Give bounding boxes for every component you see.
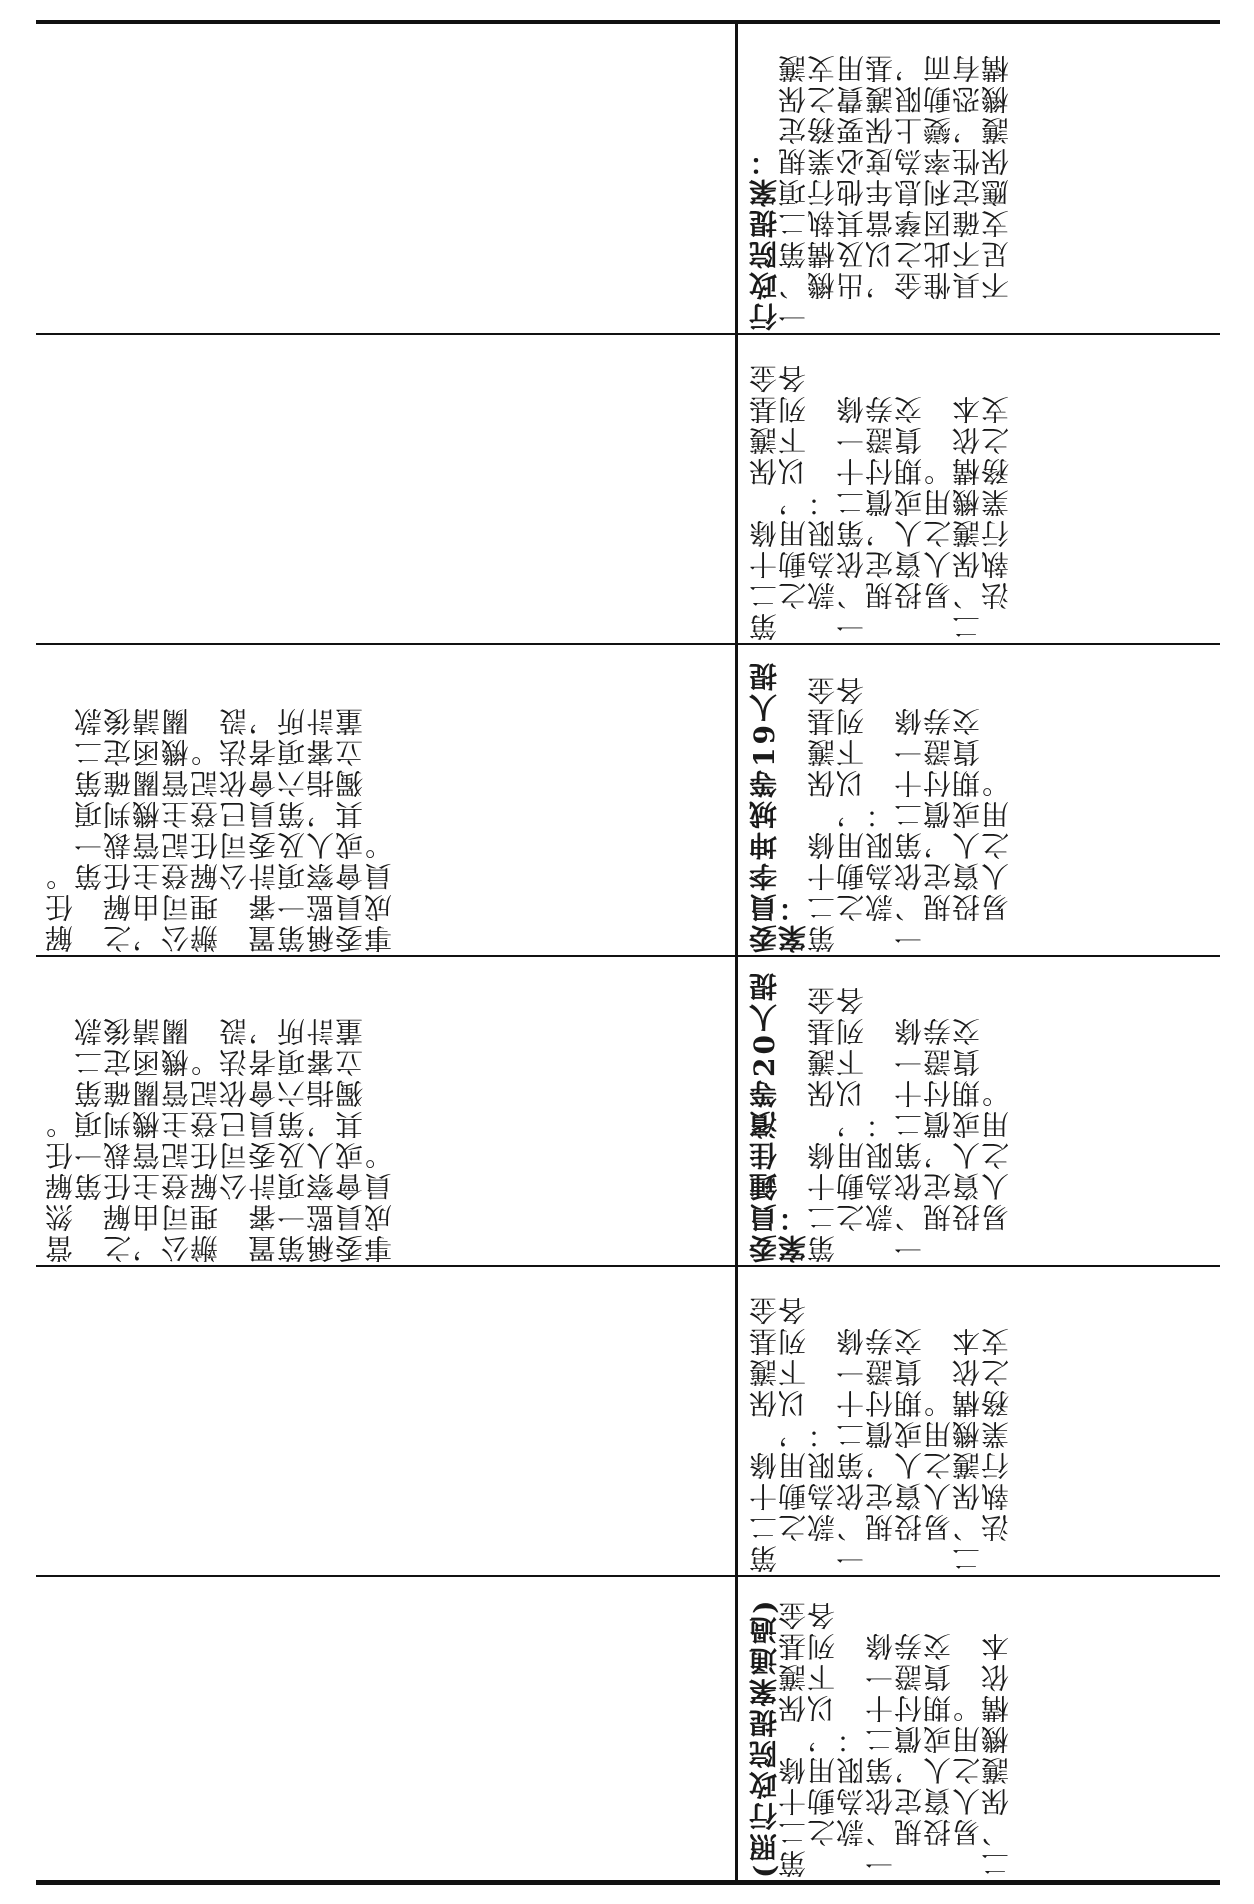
text-line: 委員會或其獨立董 (334, 1015, 367, 1263)
text-line: 款為限： (864, 1108, 897, 1263)
row-divider-4 (36, 1265, 1220, 1267)
text-line: 稱監察人，指審計 (305, 705, 338, 953)
left-column-row-6-cell (36, 1579, 733, 1878)
row-divider-3 (36, 955, 1220, 957)
text-line: 一、第二項規定保護 (777, 52, 810, 331)
text-line: 當然解任。 (44, 1108, 77, 1263)
text-line: ，以當年度保護基 (864, 52, 897, 331)
table-top-border (36, 20, 1220, 24)
text-line: 具不確定性，恐有 (951, 52, 984, 331)
text-line: 事成員。 (363, 829, 396, 953)
text-line: (照行政院提案通過) (748, 1597, 781, 1878)
text-line: 投資人或期貨交 (951, 705, 984, 953)
left-column-row-4-cell (36, 959, 733, 1263)
left-column-row-5-cell (36, 1269, 733, 1573)
text-line: 置審計委員會者， (247, 1015, 280, 1263)
text-line: 易人之用。 (980, 1077, 1013, 1263)
text-line: 委員李坤城等19人提 (748, 660, 781, 953)
text-line: 之動用，以下列各 (835, 984, 868, 1263)
text-line: 一、依第二十一條 (893, 1015, 926, 1263)
text-line: 之解任裁判確定後 (102, 705, 135, 953)
text-line: 第二十條 保護基金 (748, 1294, 781, 1573)
text-line: 稱監察人，指審計 (305, 1015, 338, 1263)
text-line: 第二十條 保護基金 (806, 984, 839, 1263)
text-line: 款為限： (806, 486, 839, 641)
text-line: 案： (777, 891, 810, 953)
text-line: 投資人或期貨交 (893, 393, 926, 641)
table-bottom-border (36, 1880, 1220, 1885)
right-column-row-5-cell (740, 1269, 1220, 1573)
text-line: 規定，償付證券 (893, 1630, 926, 1878)
left-column-row-3-cell (36, 647, 733, 953)
text-line: 辦理解任登記。 (189, 1046, 222, 1263)
text-line: 之動用，以下列各 (777, 362, 810, 641)
text-line: 出及其他必要費用 (835, 52, 868, 331)
text-line: 二、保護機構依本 (951, 1325, 984, 1573)
text-line: 易人之用。 (951, 1692, 984, 1878)
left-column-row-2-cell (36, 337, 733, 641)
text-line: 行政院提案： (748, 145, 781, 331)
text-line: 第二十條 保護基金 (748, 362, 781, 641)
text-line: 辦理解任登記。 (189, 736, 222, 953)
text-line: 款為限： (806, 1418, 839, 1573)
row-divider-2 (36, 643, 1220, 645)
text-line: 款為限： (864, 798, 897, 953)
text-line: 易人之用。 (922, 1387, 955, 1573)
text-line: 投資人或期貨交 (951, 1015, 984, 1263)
text-line: 一、依第二十一條 (864, 1630, 897, 1878)
text-line: 一、依第二十一條 (893, 705, 926, 953)
text-line: 公司已依法設 (218, 705, 251, 953)
text-line: 解任。 (44, 860, 77, 953)
text-line: 公司登記主管機關 (160, 1015, 193, 1263)
text-line: 案： (777, 1201, 810, 1263)
column-divider (735, 20, 738, 1885)
text-line: 二、保護機構依本 (980, 1630, 1013, 1878)
text-line: 投資人或期貨交 (922, 1630, 955, 1878)
text-line: 金之孳息為上限， (893, 52, 926, 331)
text-line: 惟此因利率變動而 (922, 52, 955, 331)
text-line: ，由主管機關函請 (131, 705, 164, 953)
text-line: 第一項第二款 (73, 705, 106, 953)
text-line: 款為限： (835, 1723, 868, 1878)
left-column-row-1-cell (36, 26, 733, 331)
text-line: 規定，償付證券 (864, 393, 897, 641)
text-line: 法執行業務之支 (980, 393, 1013, 641)
right-column-row-1-cell (740, 26, 1220, 331)
text-line: 規定，償付證券 (922, 1015, 955, 1263)
text-line: 規定，償付證券 (864, 1325, 897, 1573)
row-divider-5 (36, 1575, 1220, 1577)
text-line: 置審計委員會者， (247, 705, 280, 953)
text-line: 第一項第二款 (73, 1015, 106, 1263)
text-line: 第一項及第六項所 (276, 705, 309, 953)
right-column-row-2-cell (740, 337, 1220, 641)
row-divider-1 (36, 333, 1220, 335)
right-column-row-6-cell (740, 1579, 1220, 1878)
text-line: 之解任裁判確定後 (102, 1015, 135, 1263)
text-line: 二、保護機構依本 (951, 393, 984, 641)
text-line: 公司已依法設 (218, 1015, 251, 1263)
text-line: 第二十條 保護基金 (806, 674, 839, 953)
text-line: 規定，償付證券 (922, 705, 955, 953)
text-line: 投資人或期貨交 (893, 1325, 926, 1573)
right-column-row-4-cell (740, 959, 1220, 1263)
text-line: 之動用，以下列各 (806, 1599, 839, 1878)
right-column-row-3-cell (740, 647, 1220, 953)
text-line: 法執行業務之支 (980, 1325, 1013, 1573)
text-line: 易人之用。 (922, 455, 955, 641)
text-line: 易人之用。 (980, 767, 1013, 953)
text-line: 機構執行業務之支 (806, 52, 839, 331)
text-line: 事成員。 (363, 1139, 396, 1263)
text-line: 不足支應保護機構 (980, 52, 1013, 331)
text-line: 之動用，以下列各 (777, 1294, 810, 1573)
text-line: 之動用，以下列各 (835, 674, 868, 953)
text-line: 第一項及第六項所 (276, 1015, 309, 1263)
text-line: 第二十條 保護基金 (777, 1599, 810, 1878)
text-line: 一、依第二十一條 (835, 1325, 868, 1573)
text-line: ，由主管機關函請 (131, 1015, 164, 1263)
text-line: 一、依第二十一條 (835, 393, 868, 641)
text-line: 公司登記主管機關 (160, 705, 193, 953)
text-line: 委員鍾佳濱等20人提 (748, 970, 781, 1263)
text-line: 委員會或其獨立董 (334, 705, 367, 953)
